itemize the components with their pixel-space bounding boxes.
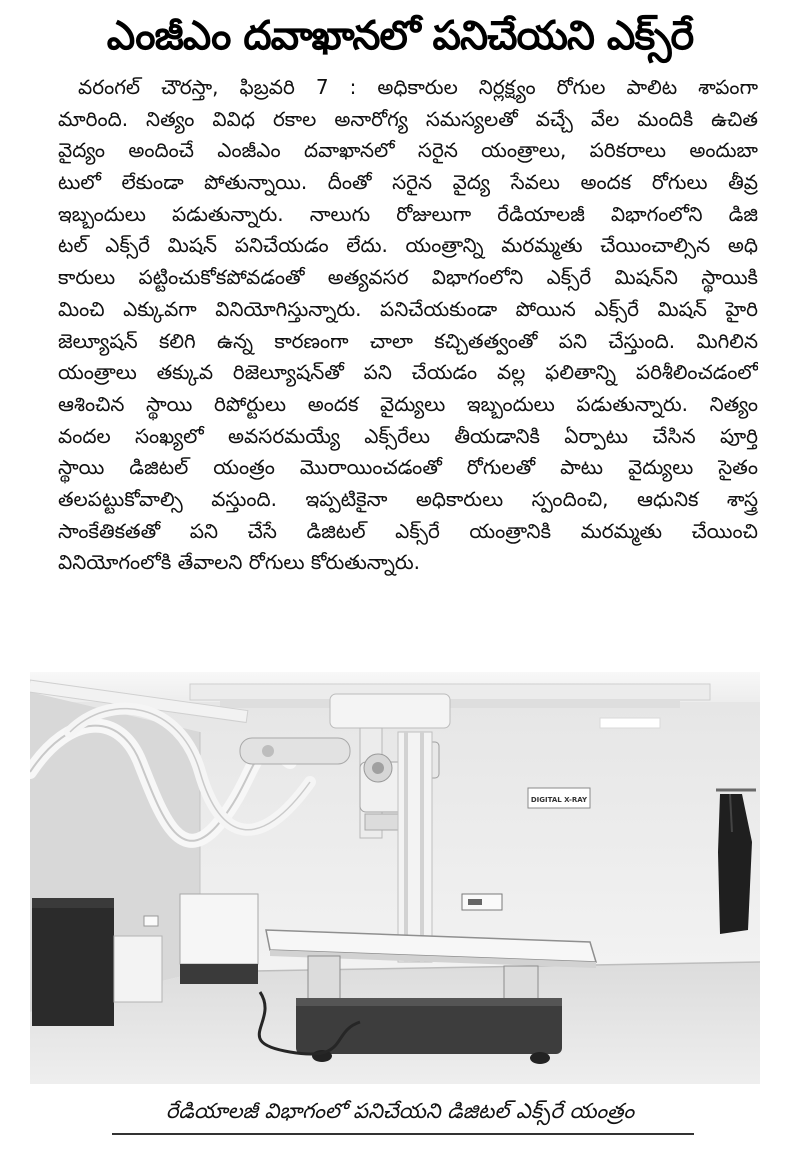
- xray-tube: [240, 738, 350, 764]
- article-line: స్థాయి డిజిటల్ యంత్రం మొరాయించడంతో రోగులతో పాటు వైద్యులు సైతం: [58, 455, 758, 480]
- article-line: తలపట్టుకోవాల్సి వస్తుంది. ఇప్పటికైనా అధికారులు స్పందించి, ఆధునిక శాస్త్ర: [58, 486, 758, 511]
- generator-box: [180, 894, 258, 964]
- article-line: మించి ఎక్కువగా వినియోగిస్తున్నారు. పనిచేయకుండా పోయిన ఎక్స్‌రే మిషన్ హైరి: [58, 296, 758, 321]
- article-line: వైద్యం అందించే ఎంజీఎం దవాఖానలో సరైన యంత్రాలు, పరికరాలు అందుబా: [58, 138, 758, 163]
- article-line: మారింది. నిత్యం వివిధ రకాల అనారోగ్య సమస్యలతో వచ్చే వేల మందికి ఉచిత: [58, 106, 758, 131]
- white-cabinet: [114, 936, 162, 1002]
- article-line: వినియోగంలోకి తేవాలని రోగులు కోరుతున్నారు.: [58, 550, 421, 575]
- caption-underline: [112, 1133, 694, 1135]
- ceiling-light: [600, 718, 660, 728]
- sign-text: DIGITAL X-RAY: [530, 796, 588, 804]
- headline: ఎంజీఎం దవాఖానలో పనిచేయని ఎక్స్‌రే: [106, 13, 694, 59]
- article-line: టులో లేకుండా పోతున్నాయి. దీంతో సరైన వైద్య సేవలు అందక రోగులు తీవ్ర: [58, 170, 758, 195]
- article-line: టల్ ఎక్స్‌రే మిషన్ పనిచేయడం లేదు. యంత్రాన్ని మరమ్మతు చేయించాల్సిన అధి: [58, 233, 758, 258]
- dark-cabinet: [32, 898, 114, 1026]
- article-body: [58, 72, 758, 579]
- wall-stand: [398, 732, 432, 962]
- article-line: సాంకేతికతతో పని చేసే డిజిటల్ ఎక్స్‌రే యంత్రానికి మరమ్మతు చేయించి: [58, 518, 758, 543]
- article-line: వందల సంఖ్యలో అవసరమయ్యే ఎక్స్‌రేలు తీయడానికి ఏర్పాటు చేసిన పూర్తి: [58, 423, 758, 448]
- article-line: ఆశించిన స్థాయి రిపోర్టులు అందక వైద్యులు ఇబ్బందులు పడుతున్నారు. నిత్యం: [58, 391, 758, 416]
- article-line: వరంగల్ చౌరస్తా, ఫిబ్రవరి 7 : అధికారుల నిర్లక్ష్యం రోగుల పాలిట శాపంగా: [78, 75, 758, 99]
- article-line: ఇబ్బందులు పడుతున్నారు. నాలుగు రోజులుగా రేడియాలజీ విభాగంలోని డిజి: [58, 201, 758, 226]
- article-line: కారులు పట్టించుకోకపోవడంతో అత్యవసర విభాగంలోని ఎక్స్‌రే మిషన్‌ని స్థాయికి: [58, 265, 758, 290]
- tube-carriage: [330, 694, 450, 728]
- article-line: యంత్రాలు తక్కువ రిజెల్యూషన్‌తో పని చేయడం వల్ల ఫలితాన్ని పరిశీలించడంలో: [58, 360, 758, 385]
- article-line: జెల్యూషన్ కలిగి ఉన్న కారణంగా చాలా కచ్చితత్వంతో పని చేస్తుంది. మిగిలిన: [58, 328, 758, 353]
- photo-caption: రేడియాలజీ విభాగంలో పనిచేయని డిజిటల్ ఎక్స్‌రే యంత్రం: [165, 1099, 635, 1123]
- xray-room-photo: [30, 672, 760, 1084]
